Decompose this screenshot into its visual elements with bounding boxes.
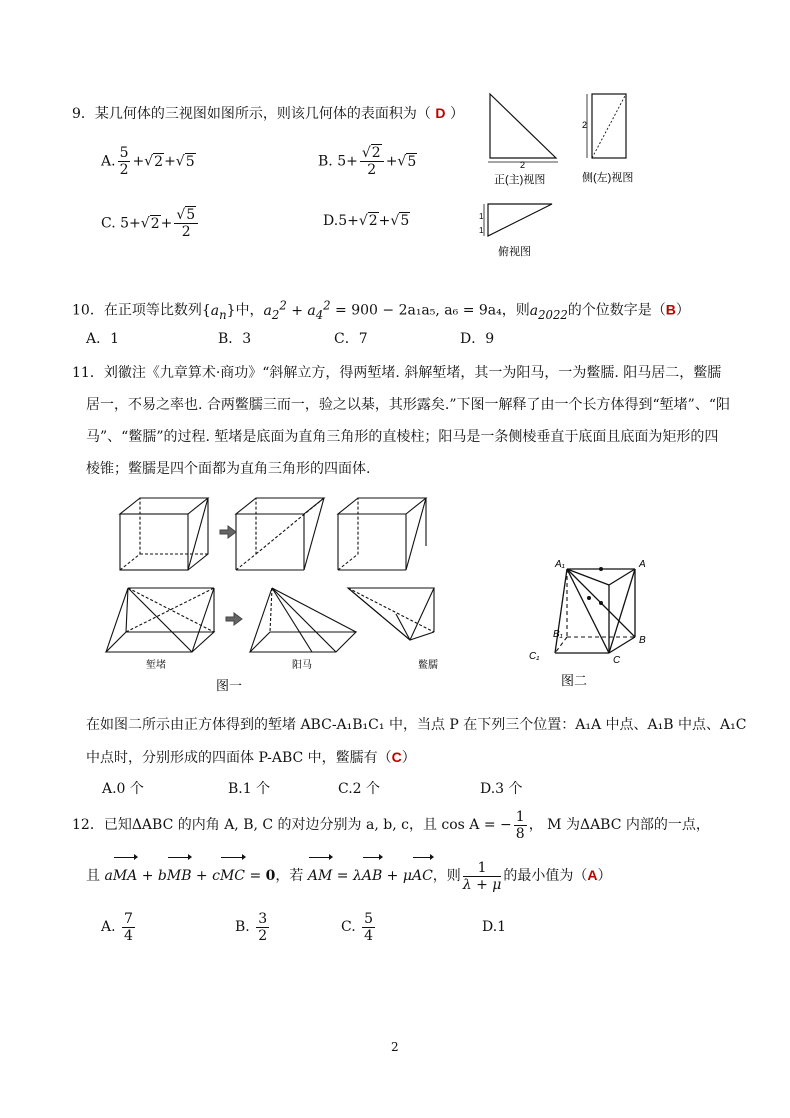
label-b: B: [639, 635, 646, 646]
q11-question-line-2: [86, 748, 416, 767]
q11-option-d: D.3 个: [480, 781, 523, 797]
q10-option-a: A．1: [86, 331, 120, 347]
bienao-drawing: [348, 588, 434, 640]
label-a: A: [639, 559, 646, 570]
top-dim-label-1: 1: [479, 212, 484, 221]
q10-mid: 中，: [235, 302, 264, 319]
q11-line-1: 11．刘徽注《九章算术·商功》“斜解立方，得两堑堵. 斜解堑堵，其一为阳马，一为鳖臑. 阳马居二，鳖臑: [72, 365, 722, 381]
fraction: $\frac{√2}{2}$: [360, 145, 384, 178]
qiandu-label: 堑堵: [146, 660, 166, 671]
q9-option-a: A. $\frac{5}{2}$ +√2+√5: [101, 145, 195, 178]
q12-option-a-label: A.: [101, 919, 116, 935]
q10-answer: B: [665, 301, 676, 318]
label-b1: B₁: [553, 629, 563, 640]
q9-stem: [72, 104, 464, 123]
q9-option-d: D.5+√2+√5: [323, 213, 410, 229]
top-view-shape: [488, 204, 552, 236]
q11-question-line-1: 在如图二所示由正方体得到的堑堵 ABC-A₁B₁C₁ 中，当点 P 在下列三个位置：A₁A 中点、A₁B 中点、A₁C: [86, 717, 747, 733]
q11-option-c: C.2 个: [338, 781, 381, 797]
q10-option-b: B．3: [218, 331, 252, 347]
sequence-notation: $\{a_n\}$: [201, 302, 236, 322]
q9-option-b: B. 5+ $\frac{√2}{2}$ +√5: [318, 145, 417, 178]
fraction: $\frac{3}{2}$: [258, 910, 268, 944]
q10-lhs: $a_2^2 + a_4^2$: [263, 298, 331, 322]
front-view-shape: [490, 94, 556, 158]
q12-line-2: 且 aMA + bMB + cMC = 0，若 AM = λAB + μAC，则 $\frac{1}{\lambda + \mu}$ 的最小值为（A）: [86, 859, 612, 893]
q12-stem-text: 12．已知ΔABC 的内角 A, B, C 的对边分别为 a, b, c，且 cos A = −: [72, 817, 512, 833]
q10-tail: ，则: [501, 302, 530, 319]
q12-after: ， M 为ΔABC 内部的一点，: [528, 817, 710, 833]
q9-option-b-label: B.: [318, 153, 333, 170]
q12-line2d: 的最小值为（: [503, 868, 588, 884]
q11-line-3: 马”、“鳖臑”的过程. 堑堵是底面为直角三角形的直棱柱；阳马是一条侧棱垂直于底面且底面为矩形的四: [86, 429, 719, 445]
q12-vector-sum: aMA + bMB + cMC: [104, 868, 245, 884]
fraction: $\frac{7}{4}$: [124, 910, 133, 944]
figure-1-caption: 图一: [216, 678, 243, 693]
fraction: $\frac{1}{\lambda + \mu}$: [462, 859, 502, 893]
q10-close: ）: [675, 302, 690, 319]
yangma-label: 阳马: [292, 660, 312, 671]
q12-stem: [72, 808, 710, 842]
side-view-label: 侧(左)视图: [582, 172, 634, 184]
q11-close: ）: [401, 750, 416, 766]
q10-tail2: 的个位数字是（: [567, 302, 666, 319]
figure-2-caption: 图二: [561, 673, 588, 688]
qiandu-drawing: [106, 588, 214, 652]
label-c: C: [613, 655, 621, 666]
q11-line-2: 居一，不易之率也. 合两鳖臑三而一，验之以棊，其形露矣.”下图一解释了由一个长方体得到“堑堵”、“阳: [86, 397, 730, 413]
fraction: $\frac{5}{2}$: [119, 145, 129, 178]
top-view-label: 俯视图: [498, 246, 531, 258]
figure-2: [525, 555, 665, 695]
prism-drawing: [236, 498, 324, 570]
q12-line2b: ，若: [275, 868, 304, 884]
q12-option-b: [235, 910, 271, 944]
q12-vector-eq: AM = λAB + μAC: [308, 868, 433, 884]
q9-option-d-label: D.: [323, 213, 339, 229]
q12-close: ）: [597, 868, 612, 884]
fraction: $\frac{1}{8}$: [515, 808, 525, 842]
q9-option-c-label: C.: [101, 215, 116, 232]
q9-stem-text: 9．某几何体的三视图如图所示，则该几何体的表面积为（: [72, 106, 431, 122]
fraction: $\frac{5}{4}$: [364, 910, 374, 944]
point-marker: [599, 567, 603, 571]
side-view-hidden-edge: [592, 94, 626, 158]
q10-term: $a_{2022}$: [529, 302, 568, 322]
q9-close: ）: [449, 106, 464, 122]
three-views-figure: [476, 88, 646, 263]
q9-option-a-label: A.: [101, 153, 116, 170]
q12-option-c: [341, 910, 377, 944]
prism-drawing-2: [338, 498, 426, 570]
arrow-right-icon: [226, 613, 242, 625]
page-number: 2: [391, 1040, 399, 1054]
yangma-drawing: [250, 588, 356, 652]
bienao-label: 鳖臑: [418, 660, 438, 671]
q10-condition: = 900 − 2a₁a₅, a₆ = 9a₄: [335, 302, 502, 319]
q12-option-b-label: B.: [235, 919, 250, 935]
fraction: $\frac{√5}{2}$: [174, 207, 198, 240]
q11-option-b: B.1 个: [228, 781, 271, 797]
side-height-label: 2: [582, 120, 588, 130]
q12-line2a: 且: [86, 868, 100, 884]
q12-line2c: ，则: [432, 868, 461, 884]
cuboid-drawing: [120, 498, 208, 570]
q12-option-c-label: C.: [341, 919, 356, 935]
point-marker: [587, 596, 591, 600]
q10-option-c: C．7: [334, 331, 368, 347]
point-marker: [599, 601, 603, 605]
q9-option-c: C. 5+√2+ $\frac{√5}{2}$: [101, 207, 200, 240]
front-view-label: 正(主)视图: [494, 174, 546, 186]
front-width-label: 2: [520, 160, 526, 170]
q11-option-a: A.0 个: [102, 781, 144, 797]
q11-line-4: 棱锥；鳖臑是四个面都为直角三角形的四面体.: [86, 461, 371, 477]
label-a1: A₁: [555, 559, 565, 570]
q12-option-a: [101, 910, 137, 944]
q11-answer: C: [391, 749, 402, 765]
q9-answer: D: [435, 105, 446, 121]
label-c1: C₁: [529, 651, 540, 662]
q12-answer: A: [587, 867, 598, 883]
q10-option-d: D．9: [460, 331, 495, 347]
arrow-right-icon: [220, 526, 236, 538]
q10-stem-text: 10．在正项等比数列: [72, 302, 202, 319]
top-dim-label-2: 1: [479, 226, 484, 235]
q10-stem: [72, 296, 690, 323]
q12-option-d: D.1: [482, 919, 507, 935]
q11-question-text: 中点时，分别形成的四面体 P-ABC 中，鳖臑有（: [86, 750, 392, 766]
figure-1: [100, 490, 445, 700]
